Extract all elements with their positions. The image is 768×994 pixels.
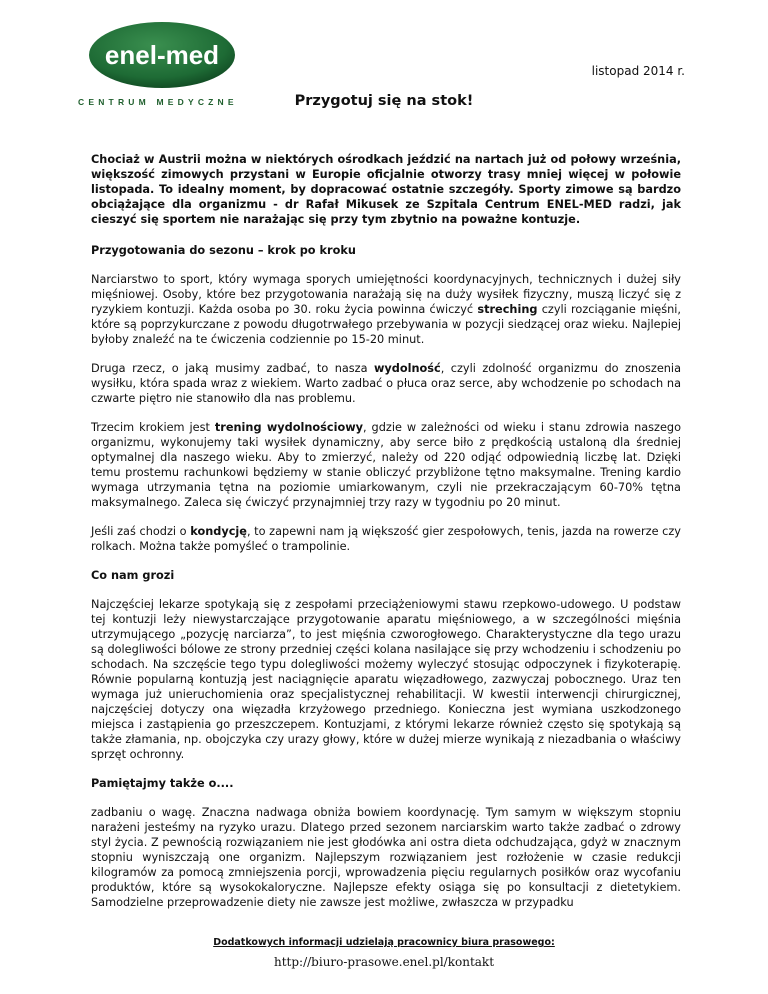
section-heading: Przygotowania do sezonu – krok po kroku — [91, 244, 356, 257]
footer-note: Dodatkowych informacji udzielają pracownicy biura prasowego: — [213, 937, 555, 948]
article-body — [91, 152, 681, 924]
lead-paragraph: Chociaż w Austrii można w niektórych ośrodkach jeździć na nartach już od połowy września, większość zimowych przystani w Europie oficjalnie otworzy trasy mniej więcej w połowie listopada. To idealny moment, by dopracować ostatnie szczegóły. Sporty zimowe są bardzo obciążające dla organizmu - dr Rafał Mikusek ze Szpitala Centrum ENEL-MED radzi, jak cieszyć się sportem nie narażając się przy tym zbytnio na poważne kontuzje. — [91, 153, 681, 226]
paragraph: zadbaniu o wagę. Znaczna nadwaga obniża bowiem koordynację. Tym samym w większym stopniu narażeni jesteśmy na ryzyko urazu. Dlatego przed sezonem narciarskim warto także zadbać o zdrowy styl życia. Z pewnością rozwiązaniem nie jest głodówka ani ostra dieta odchudzająca, gdyż w znacznym stopniu wyniszczają one organizm. Najlepszym rozwiązaniem jest rozłożenie w czasie redukcji kilogramów za pomocą zmniejszenia porcji, wprowadzenia pięciu regularnych posiłków oraz wycofaniu produktów, które są wysokokaloryczne. Najlepsze efekty osiąga się po konsultacji z dietetykiem. Samodzielne przeprowadzenie diety nie zawsze jest możliwe, zwłaszcza w przypadku — [91, 806, 681, 909]
document-title: Przygotuj się na stok! — [294, 93, 474, 109]
document-date: listopad 2014 r. — [591, 64, 685, 78]
section-heading: Co nam grozi — [91, 569, 175, 582]
paragraph: Najczęściej lekarze spotykają się z zespołami przeciążeniowymi stawu rzepkowo-udowego. U podstaw tej kontuzji leży niewystarczające przygotowanie aparatu mięśniowego, a w szczególności mięśnia utrzymującego „pozycję narciarza”, to jest mięśnia czworogłowego. Charakterystyczne dla tego urazu są dolegliwości bólowe ze strony przedniej części kolana nasilające się przy wchodzeniu i schodzeniu po schodach. Na szczęście tego typu dolegliwości możemy wyleczyć stosując odpoczynek i fizykoterapię. Równie popularną kontuzją jest naciągnięcie aparatu więzadłowego, zazwyczaj pobocznego. Uraz ten wymaga już unieruchomienia oraz specjalistycznej rehabilitacji. W kwestii interwencji chirurgicznej, najczęściej dotyczy ona więzadła krzyżowego przedniego. Konieczna jest wymiana uszkodzonego miejsca i zastąpienia go przeszczepem. Kontuzjami, z którymi lekarze również często się spotykają są także złamania, np. obojczyka czy urazy głowy, które w dużej mierze wynikają z niezadbania o właściwy sprzęt ochronny. — [91, 598, 681, 761]
paragraph: Trzecim krokiem jest trening wydolnościowy, gdzie w zależności od wieku i stanu zdrowia naszego organizmu, wykonujemy taki wysiłek dynamiczny, aby serce biło z prędkością ustaloną dla średniej optymalnej dla naszego wieku. Aby to zmierzyć, należy od 220 odjąć odpowiednią liczbę lat. Dzięki temu prostemu rachunkowi będziemy w stanie obliczyć przybliżone tętno maksymalne. Trening kardio wymaga utrzymania tętna na poziomie umiarkowanym, czyli nie przekraczającym 60-70% tętna maksymalnego. Zaleca się ćwiczyć przynajmniej trzy razy w tygodniu po 20 minut. — [91, 421, 682, 509]
section-heading: Pamiętajmy także o.... — [91, 777, 234, 790]
enel-med-logo — [87, 20, 237, 90]
paragraph: Druga rzecz, o jaką musimy zadbać, to nasza wydolność, czyli zdolność organizmu do znoszenia wysiłku, która spada wraz z wiekiem. Warto zadbać o płuca oraz serce, aby wchodzenie po schodach na czwarte piętro nie stanowiło dla nas problemu. — [91, 362, 681, 405]
logo-text: enel-med — [104, 40, 220, 70]
paragraph: Jeśli zaś chodzi o kondycję, to zapewni nam ją większość gier zespołowych, tenis, jazda na rowerze czy rolkach. Można także pomyśleć o trampolinie. — [91, 525, 681, 553]
logo-oval — [87, 20, 237, 90]
paragraph: Narciarstwo to sport, który wymaga sporych umiejętności koordynacyjnych, technicznych i dużej siły mięśniowej. Osoby, które bez przygotowania narażają się na duży wysiłek fizyczny, muszą liczyć się z ryzykiem kontuzji. Każda osoba po 30. roku życia powinna ćwiczyć streching czyli rozciąganie mięśni, które są poprzykurczane z powodu długotrwałego przebywania w pozycji siedzącej oraz wieku. Najlepiej byłoby znaleźć na te ćwiczenia codziennie po 15-20 minut. — [91, 273, 681, 346]
footer-link[interactable]: http://biuro-prasowe.enel.pl/kontakt — [273, 955, 495, 969]
logo-subtitle: CENTRUM MEDYCZNE — [78, 97, 238, 107]
